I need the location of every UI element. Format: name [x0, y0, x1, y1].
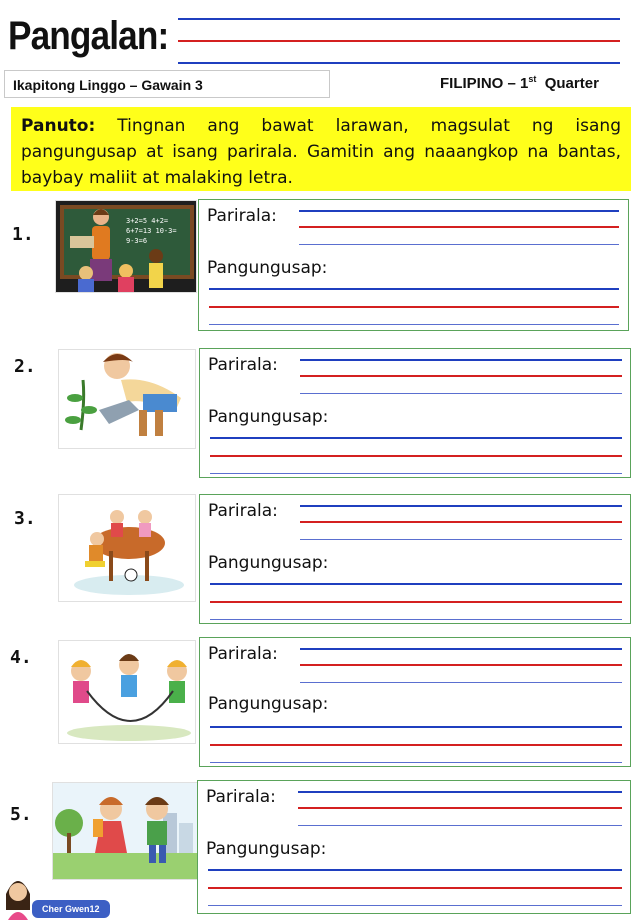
instructions-label: Panuto:	[21, 116, 96, 136]
boy-watering-plant-image	[58, 349, 196, 449]
sentence-line-middle[interactable]	[210, 601, 622, 603]
sentence-line-middle[interactable]	[208, 887, 622, 889]
sentence-line-bottom	[209, 324, 619, 325]
sentence-label: Pangungusap:	[207, 258, 328, 278]
name-label: Pangalan:	[8, 14, 169, 58]
sentence-line-bottom	[210, 473, 622, 474]
sentence-line-top	[208, 869, 622, 871]
lesson-label: Ikapitong Linggo – Gawain 3	[4, 70, 330, 98]
phrase-line-top	[300, 359, 622, 361]
answer-box	[199, 494, 631, 624]
item-number: 5.	[10, 804, 32, 825]
item-number: 1.	[12, 224, 34, 245]
phrase-label: Parirala:	[207, 206, 277, 226]
sentence-line-top	[210, 437, 622, 439]
subject-text: FILIPINO – 1	[440, 75, 529, 92]
sentence-line-bottom	[210, 619, 622, 620]
sentence-line-middle[interactable]	[210, 744, 622, 746]
phrase-line-bottom	[299, 244, 619, 245]
svg-text:3+2=5 4+2=: 3+2=5 4+2=	[126, 217, 169, 225]
phrase-line-bottom	[300, 682, 622, 683]
phrase-label: Parirala:	[208, 355, 278, 375]
phrase-line-bottom	[300, 539, 622, 540]
phrase-line-top	[298, 791, 622, 793]
phrase-line-bottom	[298, 825, 622, 826]
sentence-line-middle[interactable]	[209, 306, 619, 308]
phrase-label: Parirala:	[208, 501, 278, 521]
sentence-line-top	[210, 583, 622, 585]
phrase-line-middle[interactable]	[299, 226, 619, 228]
phrase-line-bottom	[300, 393, 622, 394]
sentence-label: Pangungusap:	[208, 407, 329, 427]
sentence-line-top	[209, 288, 619, 290]
phrase-label: Parirala:	[208, 644, 278, 664]
answer-box	[197, 780, 631, 914]
phrase-line-middle[interactable]	[300, 521, 622, 523]
credit-badge: Cher Gwen12	[32, 900, 110, 918]
teacher-classroom-image	[55, 200, 197, 293]
phrase-line-top	[300, 505, 622, 507]
svg-text:9-3=6: 9-3=6	[126, 237, 148, 245]
instructions-text: Tingnan ang bawat larawan, magsulat ng isang pangungusap at isang parirala. Gamitin ang naaangkop na bantas, baybay maliit at malaking letra.	[21, 116, 621, 188]
phrase-label: Parirala:	[206, 787, 276, 807]
phrase-line-top	[300, 648, 622, 650]
instructions-box	[11, 107, 631, 191]
item-number: 4.	[10, 647, 32, 668]
sentence-line-top	[210, 726, 622, 728]
phrase-line-top	[299, 210, 619, 212]
subject-tail: Quarter	[544, 75, 599, 92]
sentence-line-bottom	[210, 762, 622, 763]
answer-box	[199, 348, 631, 478]
subject-sup: st	[528, 74, 537, 84]
kids-walking-to-school-image	[52, 782, 198, 880]
svg-text:6+7=13 10-3=: 6+7=13 10-3=	[126, 227, 177, 235]
phrase-line-middle[interactable]	[300, 375, 622, 377]
children-at-table-image	[58, 494, 196, 602]
phrase-line-middle[interactable]	[300, 664, 622, 666]
sentence-label: Pangungusap:	[206, 839, 327, 859]
teacher-avatar-icon	[2, 874, 34, 920]
sentence-label: Pangungusap:	[208, 694, 329, 714]
name-line-top	[178, 18, 620, 20]
item-number: 2.	[14, 356, 36, 377]
name-line-middle[interactable]	[178, 40, 620, 42]
sentence-label: Pangungusap:	[208, 553, 329, 573]
subject-quarter	[440, 74, 599, 92]
answer-box	[199, 637, 631, 767]
phrase-line-middle[interactable]	[298, 807, 622, 809]
sentence-line-bottom	[208, 905, 622, 906]
sentence-line-middle[interactable]	[210, 455, 622, 457]
kids-jumping-rope-image	[58, 640, 196, 744]
name-line-bottom	[178, 62, 620, 64]
item-number: 3.	[14, 508, 36, 529]
answer-box	[198, 199, 629, 331]
